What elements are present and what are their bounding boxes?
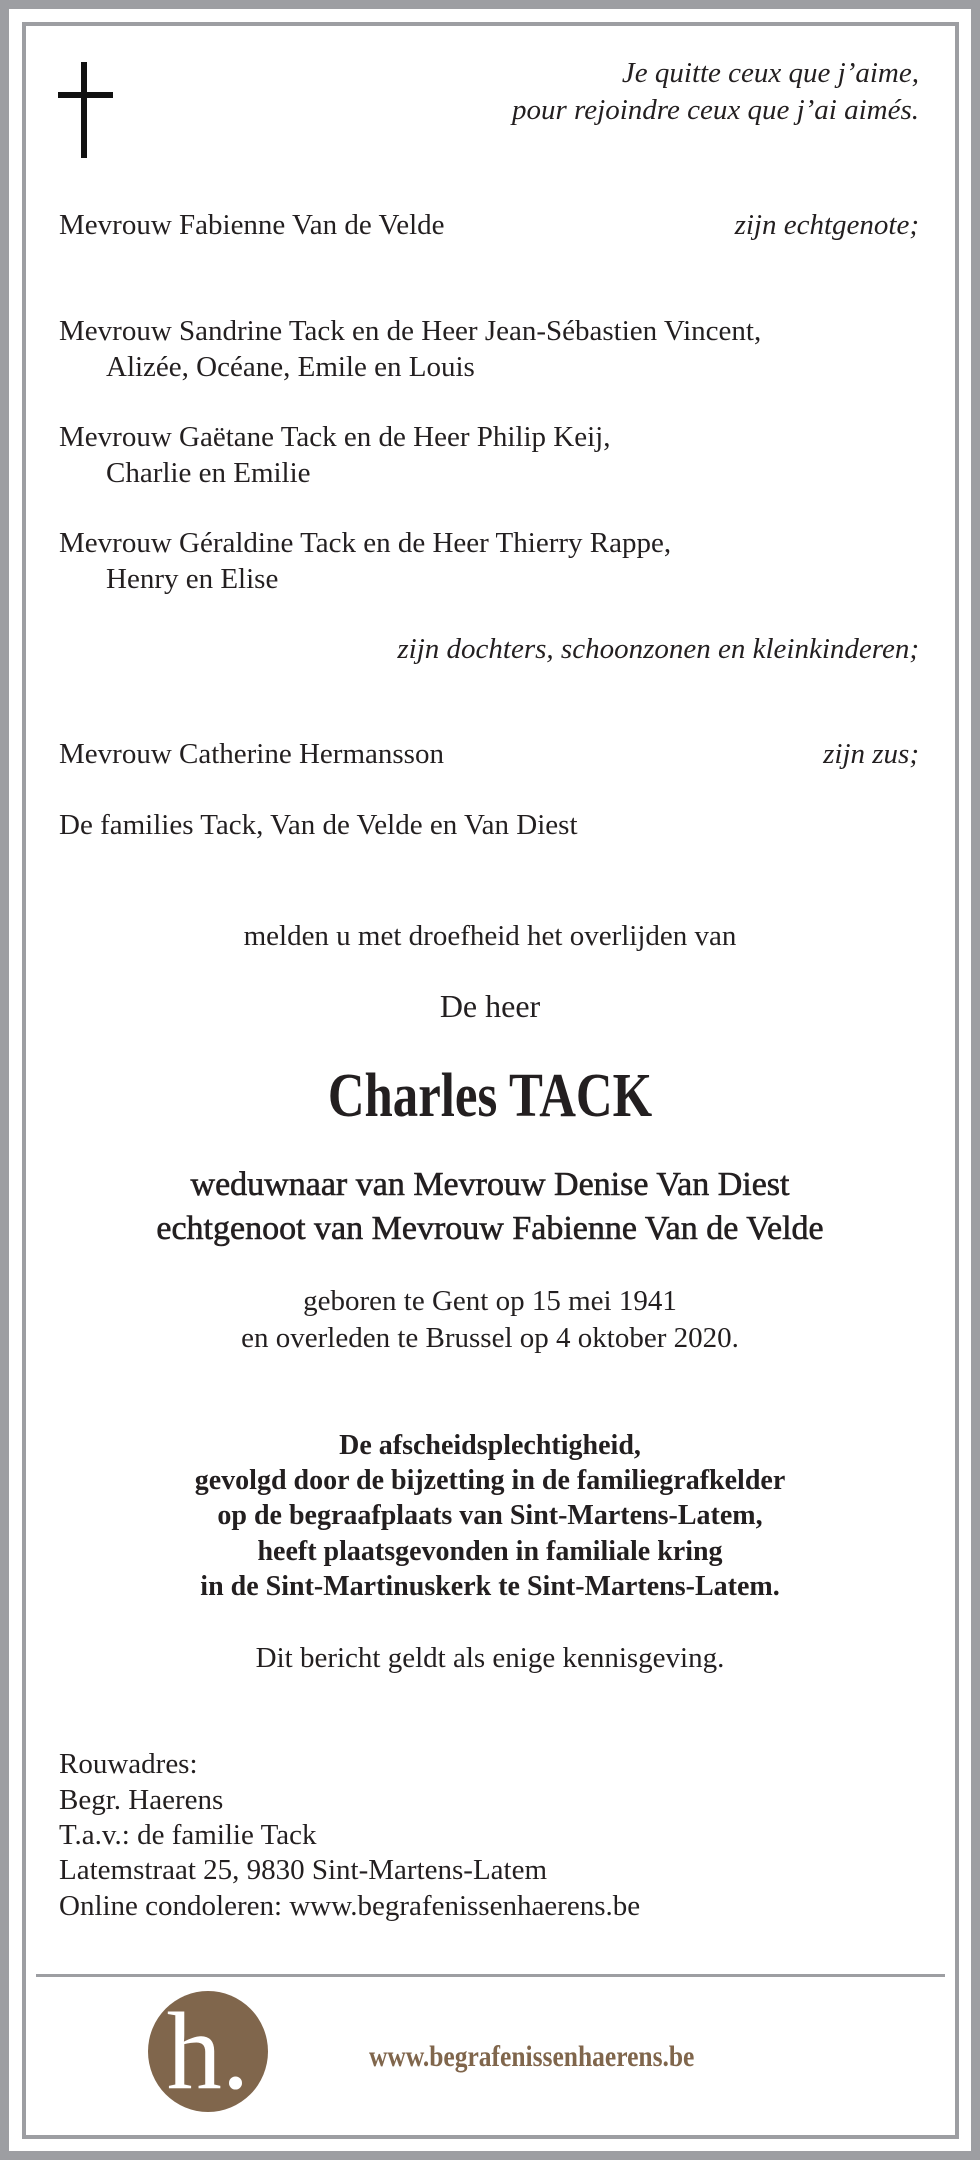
daughter-2-children: Charlie en Emilie	[106, 457, 311, 489]
relation-2: echtgenoot van Mevrouw Fabienne Van de Velde	[156, 1210, 824, 1247]
birth-date: geboren te Gent op 15 mei 1941	[303, 1285, 677, 1317]
footer-url-link[interactable]: www.begrafenissenhaerens.be	[369, 2040, 695, 2073]
ceremony-line-5: in de Sint-Martinuskerk te Sint-Martens-Latem.	[200, 1571, 780, 1602]
address-attention: T.a.v.: de familie Tack	[59, 1819, 317, 1851]
relation-1: weduwnaar van Mevrouw Denise Van Diest	[190, 1166, 790, 1203]
notice: Dit bericht geldt als enige kennisgeving.	[255, 1642, 725, 1674]
sister-name: Mevrouw Catherine Hermansson	[59, 738, 444, 770]
ceremony-line-3: op de begraafplaats van Sint-Martens-Latem,	[217, 1500, 763, 1531]
address-label: Rouwadres:	[59, 1748, 198, 1780]
divider	[36, 1974, 945, 1977]
haerens-logo: h.	[148, 1991, 268, 2112]
announcement: melden u met droefheid het overlijden van	[243, 920, 737, 952]
address-street: Latemstraat 25, 9830 Sint-Martens-Latem	[59, 1854, 548, 1886]
daughters-role: zijn dochters, schoonzonen en kleinkinderen;	[397, 633, 919, 665]
address-funeral-home: Begr. Haerens	[59, 1784, 224, 1816]
death-date: en overleden te Brussel op 4 oktober 2020.	[241, 1322, 739, 1354]
daughter-3: Mevrouw Géraldine Tack en de Heer Thierry Rappe,	[59, 527, 672, 559]
online-condolences-link[interactable]: Online condoleren: www.begrafenissenhaerens.be	[59, 1890, 641, 1922]
families: De families Tack, Van de Velde en Van Diest	[59, 809, 578, 841]
daughter-1: Mevrouw Sandrine Tack en de Heer Jean-Sébastien Vincent,	[59, 315, 762, 347]
wife-name: Mevrouw Fabienne Van de Velde	[59, 209, 445, 241]
daughter-2: Mevrouw Gaëtane Tack en de Heer Philip Keij,	[59, 421, 611, 453]
sister-role: zijn zus;	[823, 738, 919, 770]
quote-line-2: pour rejoindre ceux que j’ai aimés.	[512, 94, 919, 126]
daughter-3-children: Henry en Elise	[106, 563, 279, 595]
ceremony-line-2: gevolgd door de bijzetting in de familiegrafkelder	[194, 1465, 786, 1496]
daughter-1-children: Alizée, Océane, Emile en Louis	[106, 351, 475, 383]
quote-line-1: Je quitte ceux que j’aime,	[621, 57, 919, 89]
wife-role: zijn echtgenote;	[734, 209, 919, 241]
ceremony-line-1: De afscheidsplechtigheid,	[339, 1430, 641, 1461]
ceremony-line-4: heeft plaatsgevonden in familiale kring	[257, 1536, 723, 1567]
honorific: De heer	[439, 988, 541, 1024]
deceased-name: Charles TACK	[327, 1062, 653, 1130]
